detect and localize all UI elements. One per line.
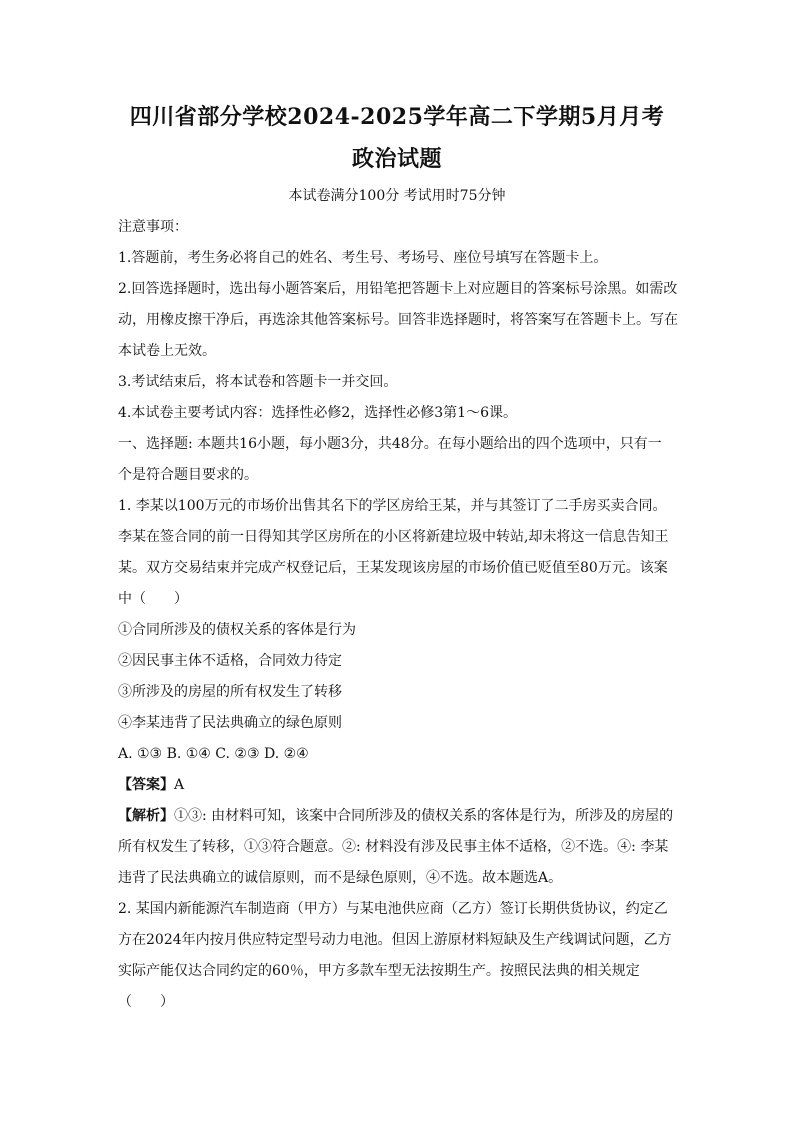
analysis-label: 【解析】 xyxy=(118,808,174,824)
question-1-stem-line: 1. 李某以100万元的市场价出售其名下的学区房给王某，并与其签订了二手房买卖合同。 xyxy=(118,498,667,514)
answer-value: A xyxy=(174,777,185,793)
question-1-analysis-line xyxy=(118,806,678,826)
question-2-stem-line: 方在2024年内按月供应特定型号动力电池。但因上游原材料短缺及生产线调试问题，乙方 xyxy=(118,932,672,948)
question-2-stem-line: （ ） xyxy=(118,994,174,1010)
question-1-choices: A. ①③ B. ①④ C. ②③ D. ②④ xyxy=(118,746,309,762)
note-line: 2.回答选择题时，选出每小题答案后，用铅笔把答题卡上对应题目的答案标号涂黑。如需改 xyxy=(118,281,678,297)
note-line: 4.本试卷主要考试内容：选择性必修2，选择性必修3第1～6课。 xyxy=(118,405,517,421)
question-1-stem-line: 李某在签合同的前一日得知其学区房所在的小区将新建垃圾中转站,却未将这一信息告知王 xyxy=(118,529,669,545)
question-2-stem-line: 实际产能仅达合同约定的60％，甲方多款车型无法按期生产。按照民法典的相关规定 xyxy=(118,963,640,979)
section-heading-line: 一、选择题: 本题共16小题，每小题3分，共48分。在每小题给出的四个选项中，只有一 xyxy=(118,436,662,452)
question-1-option: ①合同所涉及的债权关系的客体是行为 xyxy=(118,622,356,638)
question-1-analysis-line: 违背了民法典确立的诚信原则，而不是绿色原则，④不选。故本题选A。 xyxy=(118,870,563,886)
analysis-text: ①③: 由材料可知，该案中合同所涉及的债权关系的客体是行为，所涉及的房屋的 xyxy=(174,808,674,824)
question-1-analysis-line: 所有权发生了转移，①③符合题意。②: 材料没有涉及民事主体不适格，②不选。④: 李某 xyxy=(118,839,669,855)
answer-label: 【答案】 xyxy=(118,777,174,793)
note-line: 3.考试结束后，将本试卷和答题卡一并交回。 xyxy=(118,374,398,390)
question-1-answer xyxy=(118,775,678,795)
question-1-option: ②因民事主体不适格，合同效力待定 xyxy=(118,653,342,669)
question-1-option: ④李某违背了民法典确立的绿色原则 xyxy=(118,715,342,731)
notes-heading: 注意事项： xyxy=(118,219,188,235)
exam-title: 四川省部分学校2024-2025学年高二下学期5月月考 xyxy=(129,104,665,130)
question-1-stem-line: 某。双方交易结束并完成产权登记后，王某发现该房屋的市场价值已贬值至80万元。该案 xyxy=(118,560,668,576)
note-line: 本试卷上无效。 xyxy=(118,343,216,359)
section-heading-line: 个是符合题目要求的。 xyxy=(118,467,258,483)
note-line: 动，用橡皮擦干净后，再选涂其他答案标号。回答非选择题时，将答案写在答题卡上。写在 xyxy=(118,312,678,328)
exam-subject: 政治试题 xyxy=(351,146,442,172)
question-1-stem-line: 中（ ） xyxy=(118,591,188,607)
question-1-option: ③所涉及的房屋的所有权发生了转移 xyxy=(118,684,342,700)
exam-info: 本试卷满分100分 考试用时75分钟 xyxy=(288,188,506,204)
note-line: 1.答题前，考生务必将自己的姓名、考生号、考场号、座位号填写在答题卡上。 xyxy=(118,250,608,266)
question-2-stem-line: 2. 某国内新能源汽车制造商（甲方）与某电池供应商（乙方）签订长期供货协议，约定乙 xyxy=(118,901,668,917)
